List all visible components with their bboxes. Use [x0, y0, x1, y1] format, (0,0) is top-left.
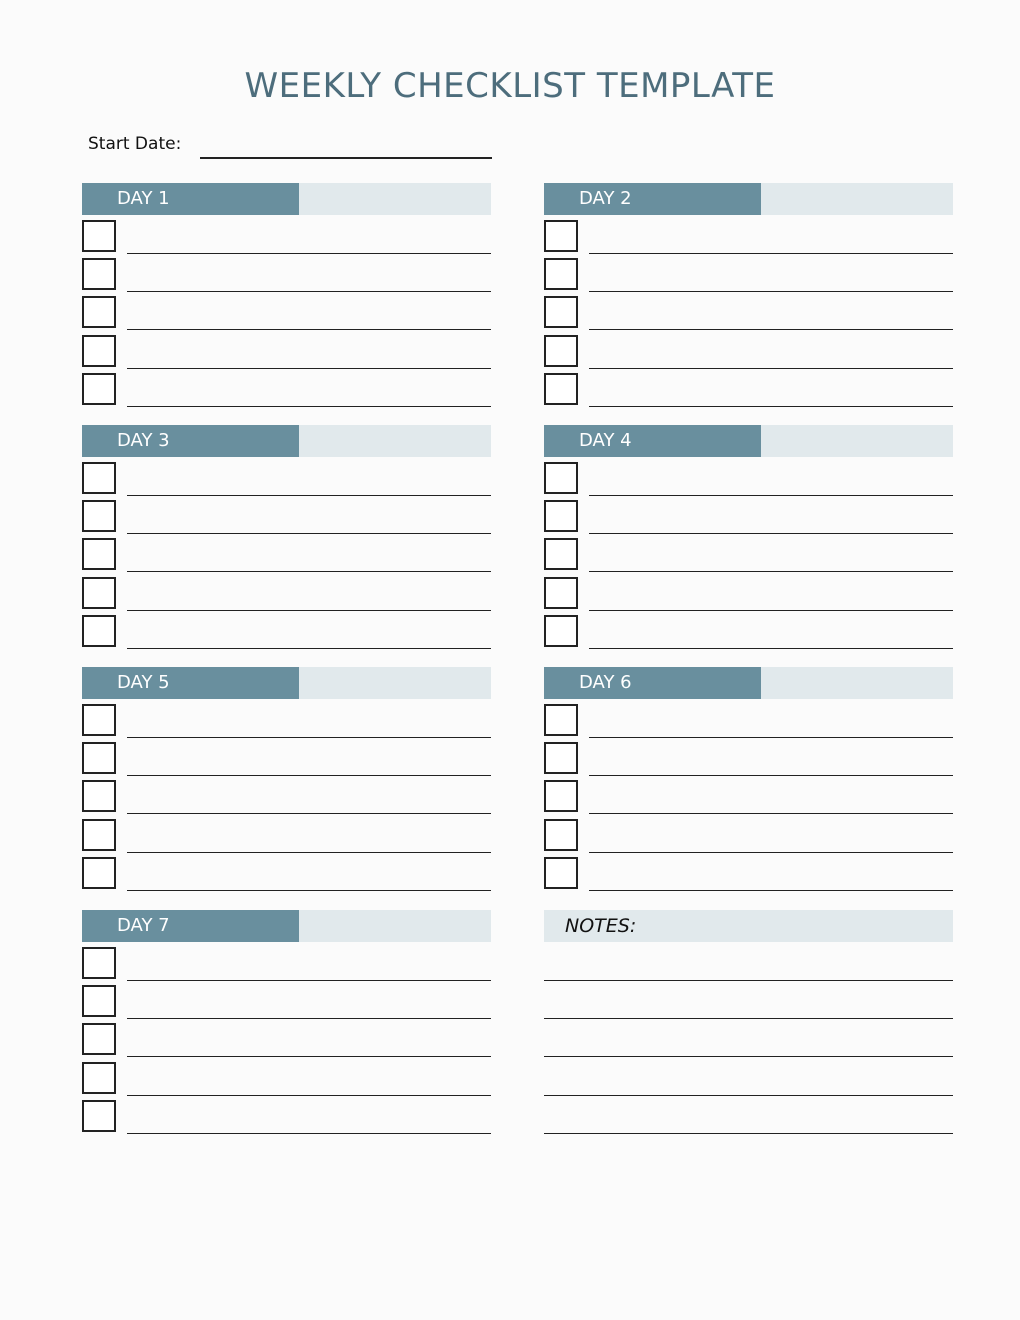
- task-line[interactable]: [589, 775, 953, 776]
- day-label: DAY 3: [82, 425, 299, 457]
- task-line[interactable]: [127, 813, 491, 814]
- checkbox[interactable]: [544, 538, 578, 570]
- day-header: [544, 667, 953, 699]
- checkbox[interactable]: [82, 335, 116, 367]
- day-label: DAY 5: [82, 667, 299, 699]
- checklist-row: [82, 780, 491, 818]
- checklist-row: [82, 819, 491, 857]
- task-line[interactable]: [127, 406, 491, 407]
- checkbox[interactable]: [82, 538, 116, 570]
- checkbox[interactable]: [82, 258, 116, 290]
- day-section: [544, 425, 953, 653]
- day-header: [544, 183, 953, 215]
- checklist-row: [82, 947, 491, 985]
- checkbox[interactable]: [82, 462, 116, 494]
- task-line[interactable]: [589, 890, 953, 891]
- notes-line[interactable]: [544, 1095, 953, 1096]
- checkbox[interactable]: [82, 947, 116, 979]
- notes-line[interactable]: [544, 980, 953, 981]
- checkbox[interactable]: [544, 335, 578, 367]
- checklist-row: [544, 857, 953, 895]
- day-header: [82, 183, 491, 215]
- checklist-row: [82, 335, 491, 373]
- checkbox[interactable]: [82, 1100, 116, 1132]
- checklist-row: [544, 615, 953, 653]
- checklist-row: [82, 577, 491, 615]
- task-line[interactable]: [589, 737, 953, 738]
- checkbox[interactable]: [82, 577, 116, 609]
- day-header: [82, 910, 491, 942]
- checklist-row: [544, 780, 953, 818]
- notes-row: [544, 1062, 953, 1100]
- checkbox[interactable]: [82, 742, 116, 774]
- checklist-row: [82, 615, 491, 653]
- checkbox[interactable]: [82, 296, 116, 328]
- checklist-row: [544, 296, 953, 334]
- checkbox[interactable]: [82, 1023, 116, 1055]
- checkbox[interactable]: [544, 296, 578, 328]
- task-line[interactable]: [127, 495, 491, 496]
- checklist-row: [82, 258, 491, 296]
- checkbox[interactable]: [82, 704, 116, 736]
- task-line[interactable]: [589, 648, 953, 649]
- task-line[interactable]: [589, 610, 953, 611]
- notes-label: NOTES:: [565, 915, 637, 937]
- checklist-row: [544, 577, 953, 615]
- checkbox[interactable]: [544, 819, 578, 851]
- task-line[interactable]: [589, 253, 953, 254]
- day-header: [544, 425, 953, 457]
- task-line[interactable]: [589, 571, 953, 572]
- task-line[interactable]: [127, 1095, 491, 1096]
- notes-header: [544, 910, 953, 942]
- day-label: DAY 4: [544, 425, 761, 457]
- checklist-row: [544, 819, 953, 857]
- checkbox[interactable]: [82, 220, 116, 252]
- task-line[interactable]: [127, 1133, 491, 1134]
- checklist-row: [544, 462, 953, 500]
- notes-line[interactable]: [544, 1056, 953, 1057]
- checklist-row: [82, 985, 491, 1023]
- checkbox[interactable]: [544, 704, 578, 736]
- checkbox[interactable]: [544, 742, 578, 774]
- checkbox[interactable]: [82, 985, 116, 1017]
- task-line[interactable]: [127, 648, 491, 649]
- day-section: [544, 667, 953, 895]
- task-line[interactable]: [589, 368, 953, 369]
- task-line[interactable]: [127, 737, 491, 738]
- task-line[interactable]: [127, 980, 491, 981]
- checklist-row: [544, 335, 953, 373]
- task-line[interactable]: [589, 533, 953, 534]
- checklist-row: [82, 1023, 491, 1061]
- day-label: DAY 6: [544, 667, 761, 699]
- task-line[interactable]: [127, 1056, 491, 1057]
- task-line[interactable]: [589, 852, 953, 853]
- checklist-row: [544, 704, 953, 742]
- notes-line[interactable]: [544, 1018, 953, 1019]
- checkbox[interactable]: [82, 857, 116, 889]
- notes-section: [544, 910, 953, 1138]
- task-line[interactable]: [127, 329, 491, 330]
- day-section: [82, 667, 491, 895]
- checklist-row: [82, 742, 491, 780]
- checkbox[interactable]: [82, 615, 116, 647]
- start-date-field[interactable]: [200, 157, 492, 159]
- page-title: WEEKLY CHECKLIST TEMPLATE: [244, 66, 776, 106]
- task-line[interactable]: [127, 291, 491, 292]
- checklist-row: [82, 500, 491, 538]
- task-line[interactable]: [127, 253, 491, 254]
- day-header: [82, 425, 491, 457]
- day-header: [82, 667, 491, 699]
- checklist-row: [544, 742, 953, 780]
- checkbox[interactable]: [544, 615, 578, 647]
- checklist-row: [82, 296, 491, 334]
- checklist-row: [544, 500, 953, 538]
- checklist-row: [82, 220, 491, 258]
- checkbox[interactable]: [544, 857, 578, 889]
- task-line[interactable]: [589, 813, 953, 814]
- checklist-row: [82, 538, 491, 576]
- notes-row: [544, 947, 953, 985]
- task-line[interactable]: [589, 495, 953, 496]
- day-section: [82, 425, 491, 653]
- notes-row: [544, 1100, 953, 1138]
- task-line[interactable]: [589, 329, 953, 330]
- notes-row: [544, 1023, 953, 1061]
- checkbox[interactable]: [82, 500, 116, 532]
- checkbox[interactable]: [544, 220, 578, 252]
- checkbox[interactable]: [82, 819, 116, 851]
- day-section: [82, 910, 491, 1138]
- notes-line[interactable]: [544, 1133, 953, 1134]
- task-line[interactable]: [127, 852, 491, 853]
- checklist-row: [82, 857, 491, 895]
- checkbox[interactable]: [544, 577, 578, 609]
- checkbox[interactable]: [82, 780, 116, 812]
- checkbox[interactable]: [544, 373, 578, 405]
- task-line[interactable]: [127, 571, 491, 572]
- day-label: DAY 7: [82, 910, 299, 942]
- checklist-row: [544, 373, 953, 411]
- checklist-row: [82, 1062, 491, 1100]
- notes-row: [544, 985, 953, 1023]
- checkbox[interactable]: [544, 462, 578, 494]
- checklist-row: [82, 462, 491, 500]
- task-line[interactable]: [127, 890, 491, 891]
- checklist-row: [544, 258, 953, 296]
- day-label: DAY 2: [544, 183, 761, 215]
- task-line[interactable]: [127, 1018, 491, 1019]
- checkbox[interactable]: [544, 500, 578, 532]
- checkbox[interactable]: [82, 373, 116, 405]
- task-line[interactable]: [127, 610, 491, 611]
- task-line[interactable]: [127, 775, 491, 776]
- checklist-row: [544, 220, 953, 258]
- day-label: DAY 1: [82, 183, 299, 215]
- task-line[interactable]: [589, 291, 953, 292]
- start-date-label: Start Date:: [88, 134, 182, 154]
- checklist-row: [82, 373, 491, 411]
- day-section: [544, 183, 953, 411]
- task-line[interactable]: [589, 406, 953, 407]
- checkbox[interactable]: [82, 1062, 116, 1094]
- checkbox[interactable]: [544, 258, 578, 290]
- checklist-row: [82, 1100, 491, 1138]
- checklist-row: [544, 538, 953, 576]
- task-line[interactable]: [127, 368, 491, 369]
- task-line[interactable]: [127, 533, 491, 534]
- checklist-row: [82, 704, 491, 742]
- day-section: [82, 183, 491, 411]
- checkbox[interactable]: [544, 780, 578, 812]
